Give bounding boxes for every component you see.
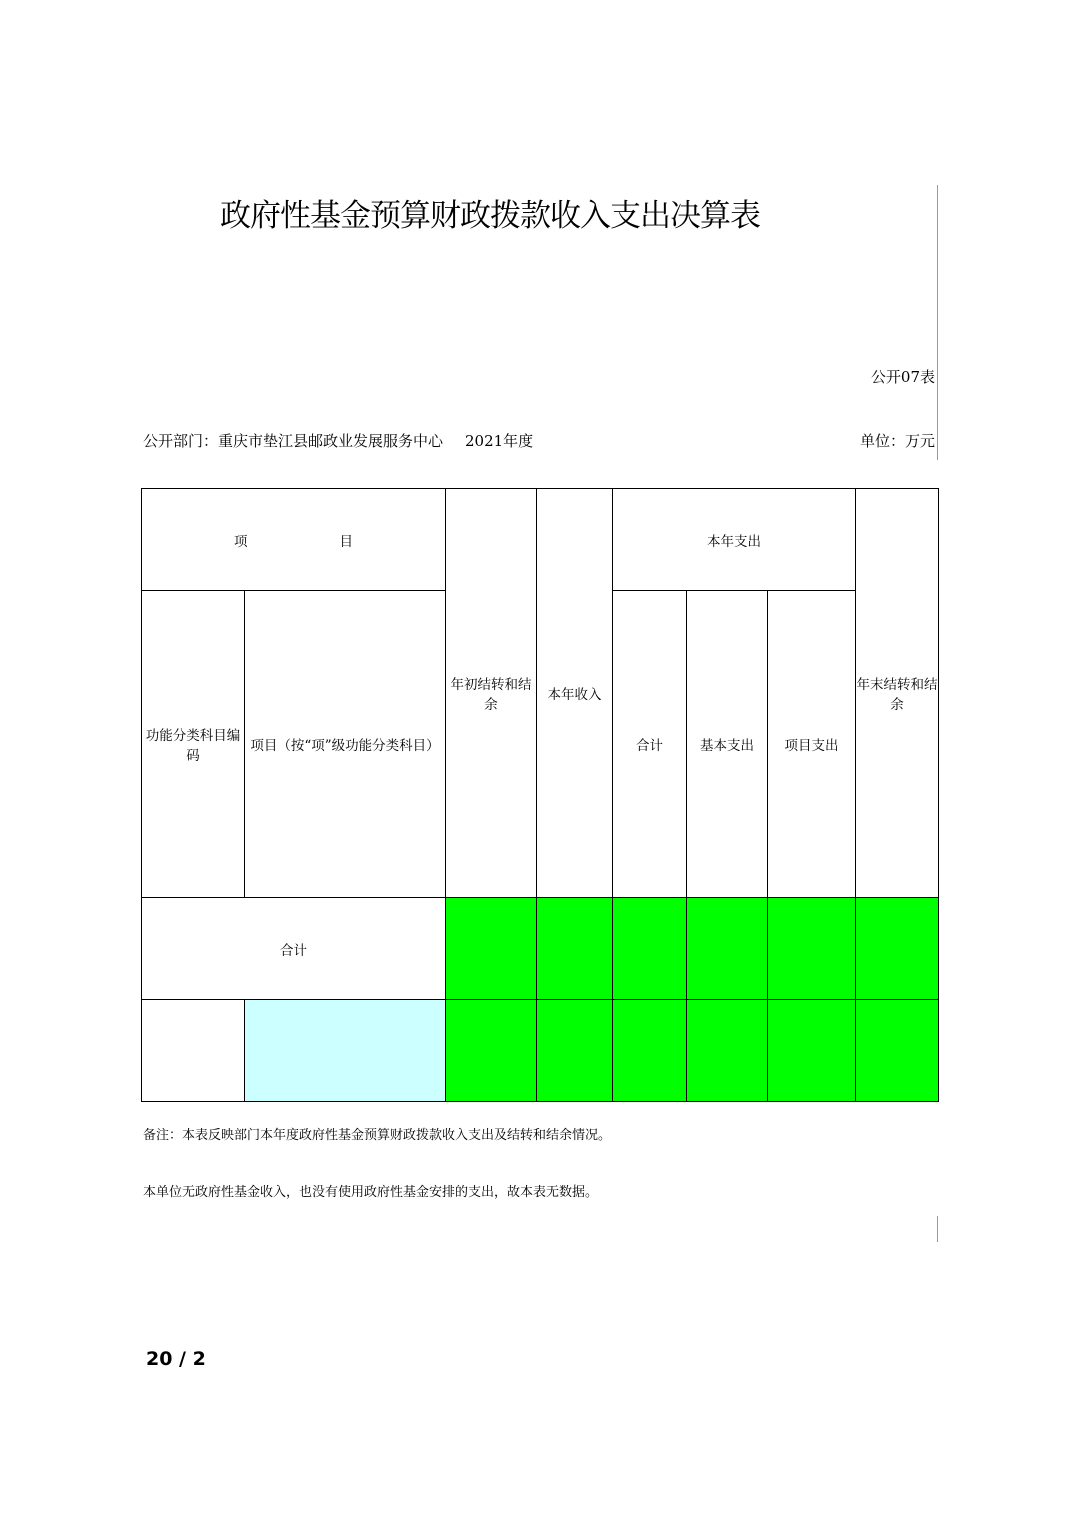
document-title: 政府性基金预算财政拨款收入支出决算表: [220, 198, 760, 234]
row-end-balance-cell: [856, 1000, 939, 1102]
header-code: 功能分类科目编码: [142, 591, 245, 898]
header-expense-project: 项目支出: [768, 591, 856, 898]
header-begin-balance: 年初结转和结余: [446, 489, 537, 898]
department-label: 公开部门：重庆市垫江县邮政业发展服务中心: [143, 432, 444, 450]
total-expense-basic-cell: [687, 898, 768, 1000]
page-number: 20 / 2: [146, 1348, 206, 1370]
total-expense-total-cell: [613, 898, 687, 1000]
header-expense-basic: 基本支出: [687, 591, 768, 898]
row-expense-project-cell: [768, 1000, 856, 1102]
header-item-group: [142, 489, 446, 591]
header-income: 本年收入: [537, 489, 613, 898]
form-number: 公开07表: [870, 368, 935, 386]
header-end-balance: 年末结转和结余: [856, 489, 939, 898]
remark-note: 备注：本表反映部门本年度政府性基金预算财政拨款收入支出及结转和结余情况。: [143, 1128, 612, 1143]
header-item-part1: 项: [234, 533, 248, 550]
page-border-line-bottom: [937, 1216, 938, 1242]
fiscal-year: 2021年度: [465, 432, 534, 450]
header-expense-total: 合计: [613, 591, 687, 898]
total-income-cell: [537, 898, 613, 1000]
data-row: [142, 1000, 939, 1102]
page-border-line-top: [937, 185, 938, 460]
row-expense-basic-cell: [687, 1000, 768, 1102]
row-code-cell: [142, 1000, 245, 1102]
row-item-name-cell: [245, 1000, 446, 1102]
total-label: 合计: [142, 898, 446, 1000]
row-begin-balance-cell: [446, 1000, 537, 1102]
no-data-note: 本单位无政府性基金收入，也没有使用政府性基金安排的支出，故本表无数据。: [143, 1185, 599, 1200]
header-item-part2: 目: [339, 533, 353, 550]
header-item-name: 项目（按“项”级功能分类科目）: [245, 591, 446, 898]
unit-label: 单位：万元: [859, 432, 935, 450]
budget-table: [141, 488, 939, 1102]
row-income-cell: [537, 1000, 613, 1102]
header-expense-group: 本年支出: [613, 489, 856, 591]
total-row: [142, 898, 939, 1000]
total-begin-balance-cell: [446, 898, 537, 1000]
total-end-balance-cell: [856, 898, 939, 1000]
total-expense-project-cell: [768, 898, 856, 1000]
row-expense-total-cell: [613, 1000, 687, 1102]
